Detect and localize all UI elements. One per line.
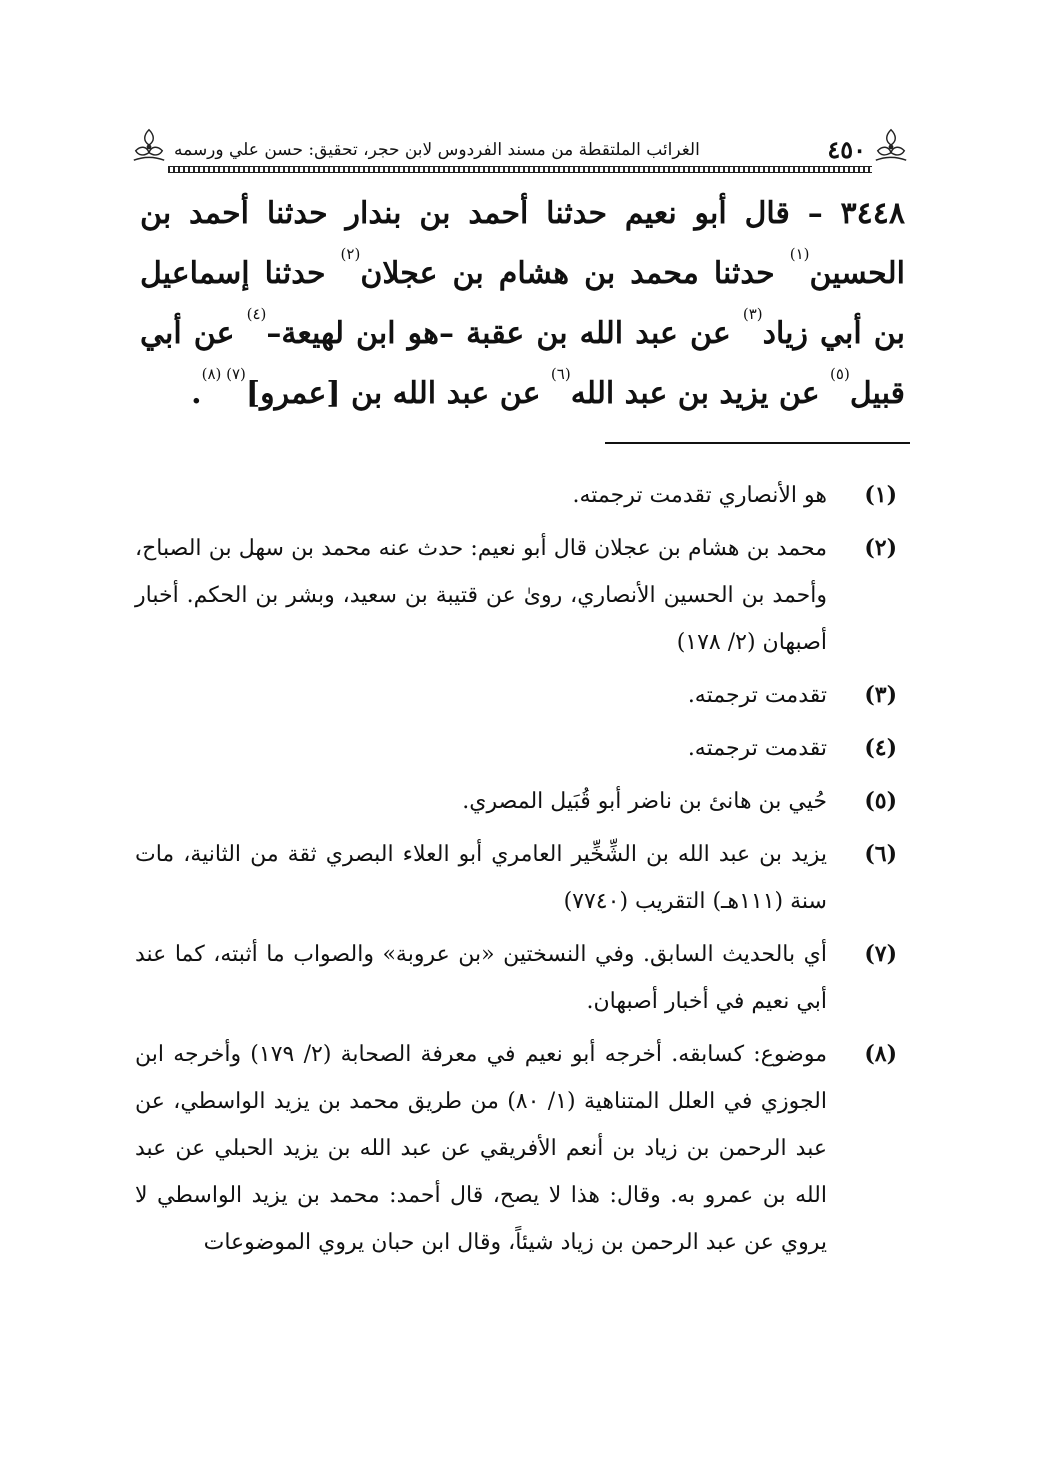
footnote-number: (٢) [864,535,897,561]
footnote-text: هو الأنصاري تقدمت ترجمته. [572,483,827,508]
footnote-text: تقدمت ترجمته. [687,736,827,761]
book-title: الغرائب الملتقطة من مسند الفردوس لابن حجر، تحقيق: حسن علي ورسمه [174,140,700,160]
hadith-segment: حدثنا محمد بن هشام بن عجلان [360,256,790,291]
footnote-item [135,472,905,519]
footnote-number: (٨) [864,1041,897,1067]
footnote-ref: (٣) [742,305,763,323]
hadith-segment: عن عبد الله بن عقبة –هو ابن لهيعة– [266,316,743,351]
footnote-number: (٤) [864,735,897,761]
running-header [130,124,910,164]
hadith-segment: حدثنا إسماعيل بن أبي زياد [140,256,905,351]
hadith-segment: عن أبي قبيل [140,316,905,411]
footnote-number: (٣) [864,682,897,708]
hadith-text [140,184,905,424]
hadith-segment: ٣٤٤٨ – قال أبو نعيم حدثنا أحمد بن بندار حدثنا أحمد بن الحسين [140,196,905,291]
floral-ornament-icon [872,126,910,164]
footnote-text: محمد بن هشام بن عجلان قال أبو نعيم: حدث عنه محمد بن سهل بن الصباح، وأحمد بن الحسين الأنصاري، روىٰ عن قتيبة بن سعيد، وبشر بن الحكم. أخبار أصبهان (٢/ ١٧٨) [135,536,827,655]
footnote-ref: (٧) (٨) [201,365,246,383]
footnote-text: أي بالحديث السابق. وفي النسختين «بن عروبة» والصواب ما أثبته، كما عند أبي نعيم في أخبار أصبهان. [135,942,827,1014]
footnote-item [135,831,905,925]
footnote-item [135,725,905,772]
footnote-number: (٦) [864,841,897,867]
footnote-ref: (٢) [340,245,361,263]
hadith-segment: . [191,376,202,411]
footnote-item [135,1031,905,1266]
footnote-text: حُيي بن هانئ بن ناضر أبو قُبَيل المصري. [462,789,827,814]
footnote-number: (١) [864,482,897,508]
footnote-item [135,778,905,825]
footnote-text: موضوع: كسابقه. أخرجه أبو نعيم في معرفة الصحابة (٢/ ١٧٩) وأخرجه ابن الجوزي في العلل المتناهية (١/ ٨٠) من طريق محمد بن يزيد الواسطي، عن عبد الرحمن بن زياد بن أنعم الأفريقي عن عبد الله بن يزيد الحبلي عن عبد الله بن عمرو به. وقال: هذا لا يصح، قال أحمد: محمد بن يزيد الواسطي لا يروي عن عبد الرحمن بن زياد شيئاً، وقال ابن حبان يروي الموضوعات [135,1042,828,1255]
hadith-segment: عن يزيد بن عبد الله [570,376,831,411]
footnote-item [135,931,905,1025]
footnote-ref: (١) [789,245,810,263]
footnote-ref: (٥) [830,365,850,383]
footnote-text: تقدمت ترجمته. [687,683,827,708]
footnote-item [135,525,905,666]
footnote-text: يزيد بن عبد الله بن الشِّخِّير العامري أبو العلاء البصري ثقة من الثانية، مات سنة (١١١هـ) التقريب (٧٧٤٠) [135,842,827,914]
footnote-number: (٥) [864,788,897,814]
footnotes [135,472,905,1272]
footnote-item [135,672,905,719]
footnote-number: (٧) [864,941,897,967]
footnote-ref: (٤) [246,305,267,323]
footnote-separator [605,442,910,444]
header-divider [168,166,872,173]
floral-ornament-icon [130,126,168,164]
footnote-ref: (٦) [550,365,571,383]
page-number: ٤٥٠ [827,135,866,164]
hadith-segment: عن عبد الله بن [عمرو] [245,376,551,411]
